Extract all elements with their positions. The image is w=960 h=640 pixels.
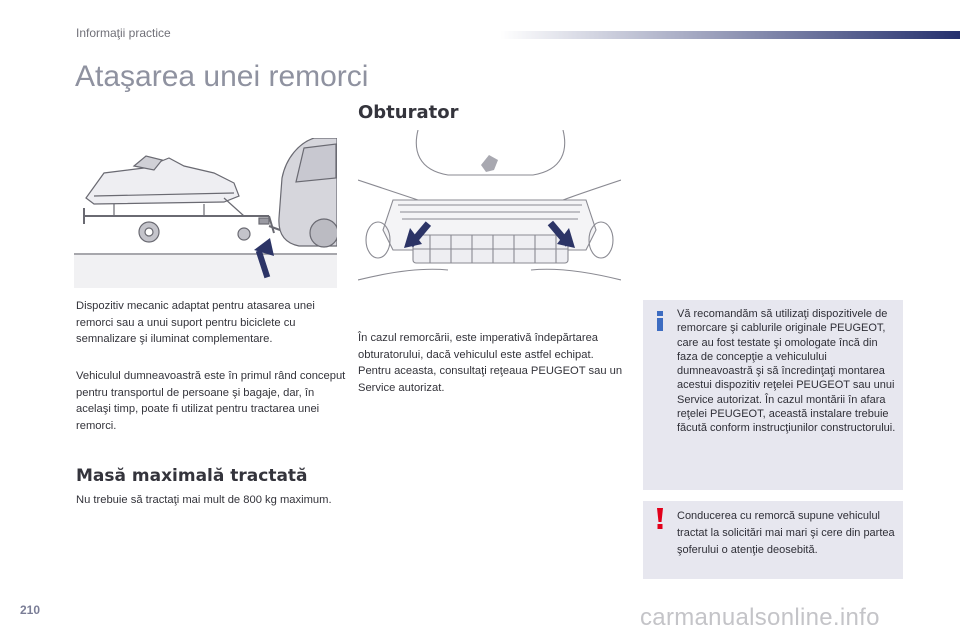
info-box — [643, 300, 903, 490]
vehicle-purpose-text: Vehiculul dumneavoastră este în primul rând conceput pentru transportul de persoane şi bagaje, dar, în acelaşi timp, poate fi utilizat pentru tractarea unei remorci. — [76, 370, 346, 432]
obturator-heading: Obturator — [358, 102, 459, 123]
max-mass-heading: Masă maximală tractată — [76, 466, 308, 486]
info-text: Vă recomandăm să utilizaţi dispozitivele de remorcare şi cablurile originale PEUGEOT, care au fost testate şi omologate încă din faza de concepţie a vehiculului dumneavoastră şi să încredinţaţi montarea acestui dispozitiv reţelei PEUGEOT sau unui Service autorizat. În cazul montării în afara reţelei PEUGEOT, această instalare trebuie făcută conform instrucţiunilor constructorului. — [677, 308, 896, 435]
obturator-text: În cazul remorcării, este imperativă îndepărtarea obturatorului, dacă vehiculul este astfel echipat. Pentru aceasta, consultaţi reţeaua PEUGEOT sau un Service autorizat. — [358, 332, 623, 394]
header-gradient-bar — [500, 31, 960, 39]
grille-illustration — [358, 130, 621, 292]
warning-text: Conducerea cu remorcă supune vehiculul tractat la solicitări mai mari şi cere din partea şoferului o atenţie deosebită. — [677, 510, 895, 556]
info-icon — [651, 310, 669, 332]
trailer-description: Dispozitiv mecanic adaptat pentru atasarea unei remorci sau a unui suport pentru biciclete cu semnalizare şi iluminat complementare. — [76, 300, 315, 345]
max-mass-text: Nu trebuie să tractaţi mai mult de 800 kg maximum. — [76, 494, 332, 506]
warning-icon — [651, 507, 669, 529]
trailer-illustration — [74, 138, 337, 288]
watermark: carmanualsonline.info — [640, 604, 880, 631]
page-number: 210 — [20, 603, 41, 617]
section-label: Informaţii practice — [76, 26, 171, 40]
page-title: Ataşarea unei remorci — [75, 60, 369, 93]
warning-box — [643, 501, 903, 579]
